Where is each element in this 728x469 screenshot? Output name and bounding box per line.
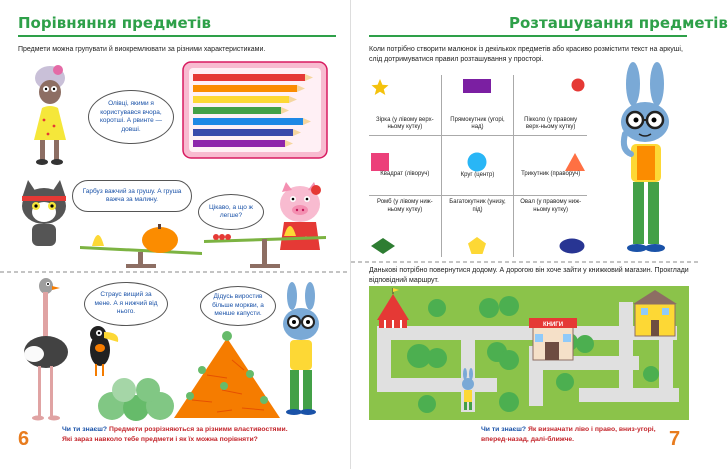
shape-cell [514,196,587,257]
right-dashed-divider [351,260,701,264]
right-page [350,0,728,469]
shape-caption: Прямокутник (угорі, над) [450,116,505,131]
shape-caption: Ромб (у лівому ниж-ньому кутку) [376,199,433,213]
left-title-rule [18,35,336,37]
shape-caption: Багатокутник (унизу, під) [449,199,506,213]
left-page-title: Порівняння предметів [18,14,211,32]
rabbit-illustration-right [603,62,687,262]
left-footer-line-1: Предмети розрізняються за різними властивостями. [107,426,288,433]
square-icon [371,153,389,171]
shape-position-table [369,75,587,257]
left-footer-question [62,425,348,445]
ostrich-illustration [20,276,80,426]
route-maze-map[interactable] [369,286,689,420]
maze-instructions: Данькові потрібно повернутися додому. А дорогою він хоче зайти у книжковий магазин. Прокглади відповідний маршрут. [369,267,689,284]
cat-speech-bubble: Гарбуз важчий за грушу. А груша важча за малину. [72,180,192,212]
pentagon-icon [468,237,486,254]
rectangle-icon [463,78,491,94]
star-icon [371,78,389,96]
rhombus-icon [371,238,395,254]
left-page [0,0,350,469]
shape-caption: Круг (центр) [460,171,495,178]
ostrich-speech-bubble: Страус вищий за мене. А я нижчий від нього. [84,282,168,326]
pencil [193,140,285,147]
pencil [193,96,289,103]
pear [92,235,104,246]
triangle-icon [565,153,585,171]
circle-icon [467,152,487,172]
carrot-pile [172,330,282,420]
shape-caption: Трикутник (праворуч) [521,170,581,177]
toucan-illustration [82,320,122,380]
pencil [193,118,303,125]
shape-cell [514,136,587,197]
rabbit-illustration-left [270,282,332,422]
bookshop-sign: КНИГИ [542,322,564,328]
right-page-number: 7 [669,428,681,450]
right-intro-text: Коли потрібно створити малюнок із декількох предметів або красиво розмістити текст на аркуші, слід дотримуватися правил розташування у просторі. [369,46,683,63]
shape-caption: Квадрат (ліворуч) [380,170,430,177]
left-intro-text: Предмети можна групувати й виокремлювати за різними характеристиками. [18,46,266,53]
shape-cell [442,196,515,257]
shape-cell [514,75,587,136]
sheep-illustration [22,62,84,172]
oval-icon [559,238,585,254]
sheep-flower [53,65,63,75]
circle-icon [571,78,585,92]
shape-cell [442,136,515,197]
right-footer-lead: Чи ти знаєш? [481,426,527,433]
right-footer-question [481,425,671,445]
shape-cell [369,75,442,136]
left-page-number: 6 [18,428,30,450]
balance-scales [78,222,348,270]
pencil [193,74,305,81]
sheep-speech-bubble: Олівці, якими я користувався вчора, коротші. А рвинте — довші. [88,90,174,144]
right-footer-line-2: вперед-назад, далі-ближче. [481,436,575,443]
pencil [193,85,297,92]
left-footer-lead: Чи ти знаєш? [62,426,108,433]
shape-cell [442,75,515,136]
pencil [193,107,281,114]
left-dashed-divider [0,270,350,274]
raspberry [213,234,219,240]
right-footer-line-1: Як визначати ліво і право, вниз-угорі, [526,426,656,433]
shape-caption: Пікколо (у правому верх-ньому кутку) [524,116,578,131]
left-footer-line-2: Які зараз навколо тебе предмети і як їх можна порівняти? [62,436,258,443]
shape-caption: Зірка (у лівому верх-ньому кутку) [376,116,434,131]
pencil-box [181,60,329,160]
pig-speech-bubble: Цікаво, а що ж легше? [198,194,264,230]
shape-cell [369,196,442,257]
cat-illustration [14,178,74,248]
shape-caption: Овал (у правому ниж-ньому кутку) [520,199,582,213]
pencil [193,129,293,136]
rabbit-speech-bubble: Дідусь виростив більше моркви, а менше капусти. [200,286,276,326]
right-page-title: Розташування предметів [509,14,728,32]
right-title-rule [369,35,687,37]
cabbage-pile [96,376,180,420]
shape-cell [369,136,442,197]
pumpkin [142,227,178,253]
bookshop[interactable] [529,318,577,360]
